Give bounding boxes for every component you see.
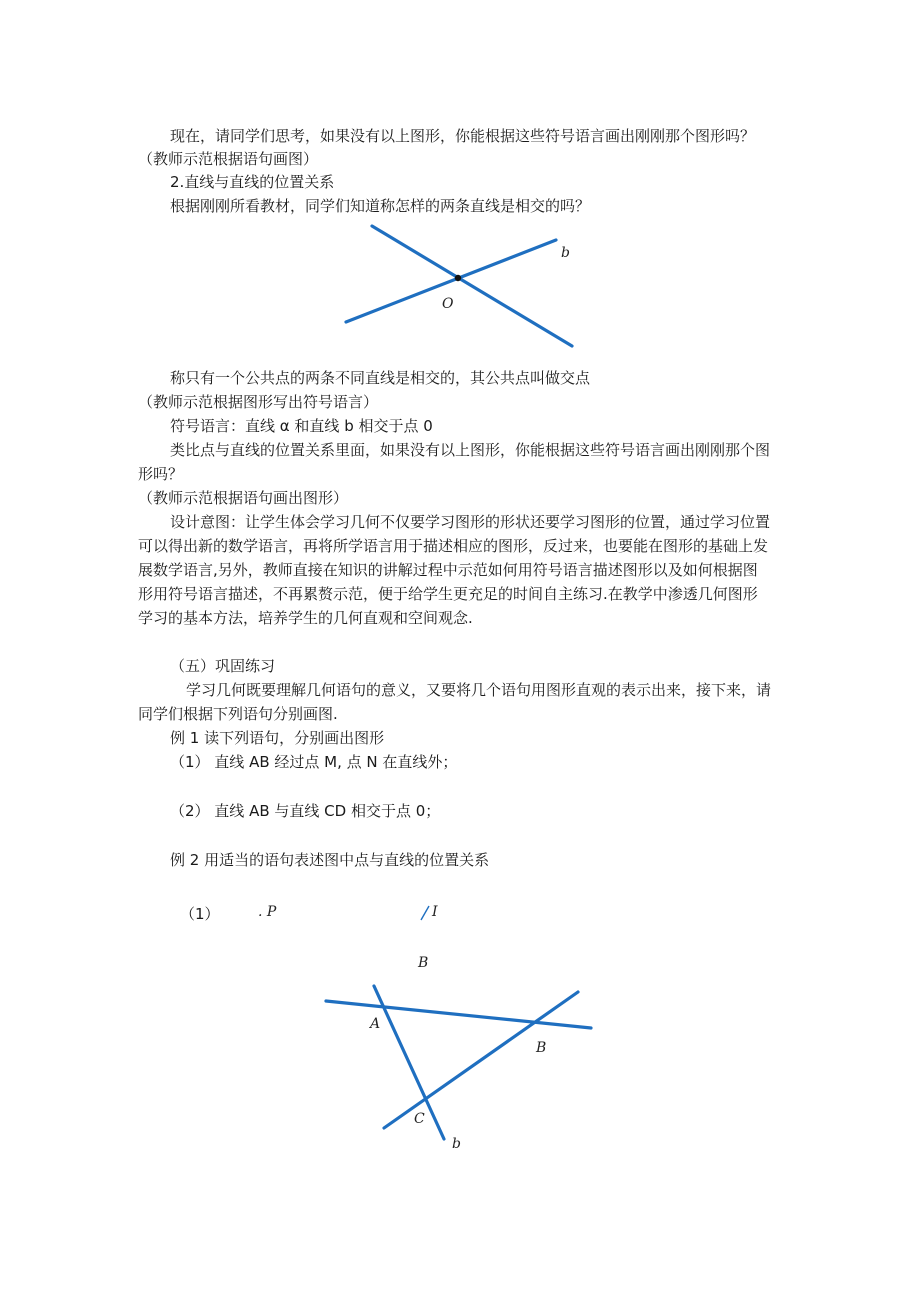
design-intent-line-5: 学习的基本方法，培养学生的几何直观和空间观念.	[138, 609, 473, 627]
intersection-point-o	[455, 275, 461, 281]
label-point-o: O	[442, 296, 454, 312]
paragraph-symbol-language: 符号语言：直线 α 和直线 b 相交于点 0	[170, 417, 433, 435]
paragraph-teacher-demo-3: （教师示范根据语句画出图形）	[138, 489, 349, 507]
example-2-title: 例 2 用适当的语句表述图中点与直线的位置关系	[170, 851, 490, 869]
design-intent-line-3: 展数学语言,另外，教师直接在知识的讲解过程中示范如何用符号语言描述图形以及如何根据图	[138, 561, 758, 579]
intersecting-lines-figure	[330, 220, 590, 355]
paragraph-analogy-1: 类比点与直线的位置关系里面，如果没有以上图形，你能根据这些符号语言画出刚刚那个图	[170, 441, 771, 459]
label-line-b: b	[561, 245, 570, 261]
paragraph-question: 根据刚刚所看教材，同学们知道称怎样的两条直线是相交的吗？	[170, 197, 591, 215]
label-point-c: C	[414, 1111, 425, 1127]
label-point-a: A	[370, 1016, 381, 1032]
label-line-b-2: b	[452, 1136, 461, 1152]
design-intent-line-2: 可以得出新的数学语言，再将所学语言用于描述相应的图形，反过来，也要能在图形的基础上发	[138, 537, 769, 555]
label-point-b: B	[536, 1040, 547, 1056]
line-bc	[384, 992, 578, 1128]
paragraph-teacher-demo-2: （教师示范根据图形写出符号语言）	[138, 393, 379, 411]
section-heading-practice: （五）巩固练习	[170, 657, 276, 675]
line-l-mark	[420, 905, 430, 921]
design-intent-line-4: 形用符号语言描述，不再累赘示范，便于给学生更充足的时间自主练习.在教学中渗透几何图形	[138, 585, 758, 603]
example-1-item-2: （2） 直线 AB 与直线 CD 相交于点 0；	[170, 802, 441, 820]
paragraph-analogy-2: 形吗？	[138, 465, 184, 483]
line-l-label: I	[432, 904, 438, 920]
section-heading-line-line: 2.直线与直线的位置关系	[170, 173, 335, 191]
paragraph-practice-2: 同学们根据下列语句分别画图.	[138, 705, 338, 723]
example-1-item-1: （1） 直线 AB 经过点 M, 点 N 在直线外；	[170, 753, 458, 771]
example-1-title: 例 1 读下列语句，分别画出图形	[170, 729, 385, 747]
paragraph-definition: 称只有一个公共点的两条不同直线是相交的，其公共点叫做交点	[170, 369, 591, 387]
triangle-lines-figure	[318, 980, 598, 1150]
design-intent-line-1: 设计意图：让学生体会学习几何不仅要学习图形的形状还要学习图形的位置，通过学习位置	[170, 513, 771, 531]
paragraph-teacher-demo-1: （教师示范根据语句画图）	[138, 150, 319, 168]
label-b-top: B	[418, 955, 429, 971]
paragraph-practice-1: 学习几何既要理解几何语句的意义，又要将几个语句用图形直观的表示出来，接下来，请	[186, 681, 772, 699]
point-p-label: . P	[258, 904, 277, 920]
line-ab	[326, 1001, 591, 1028]
paragraph-think: 现在，请同学们思考，如果没有以上图形，你能根据这些符号语言画出刚刚那个图形吗？	[170, 127, 756, 145]
example-2-item-1-number: （1）	[180, 905, 220, 923]
